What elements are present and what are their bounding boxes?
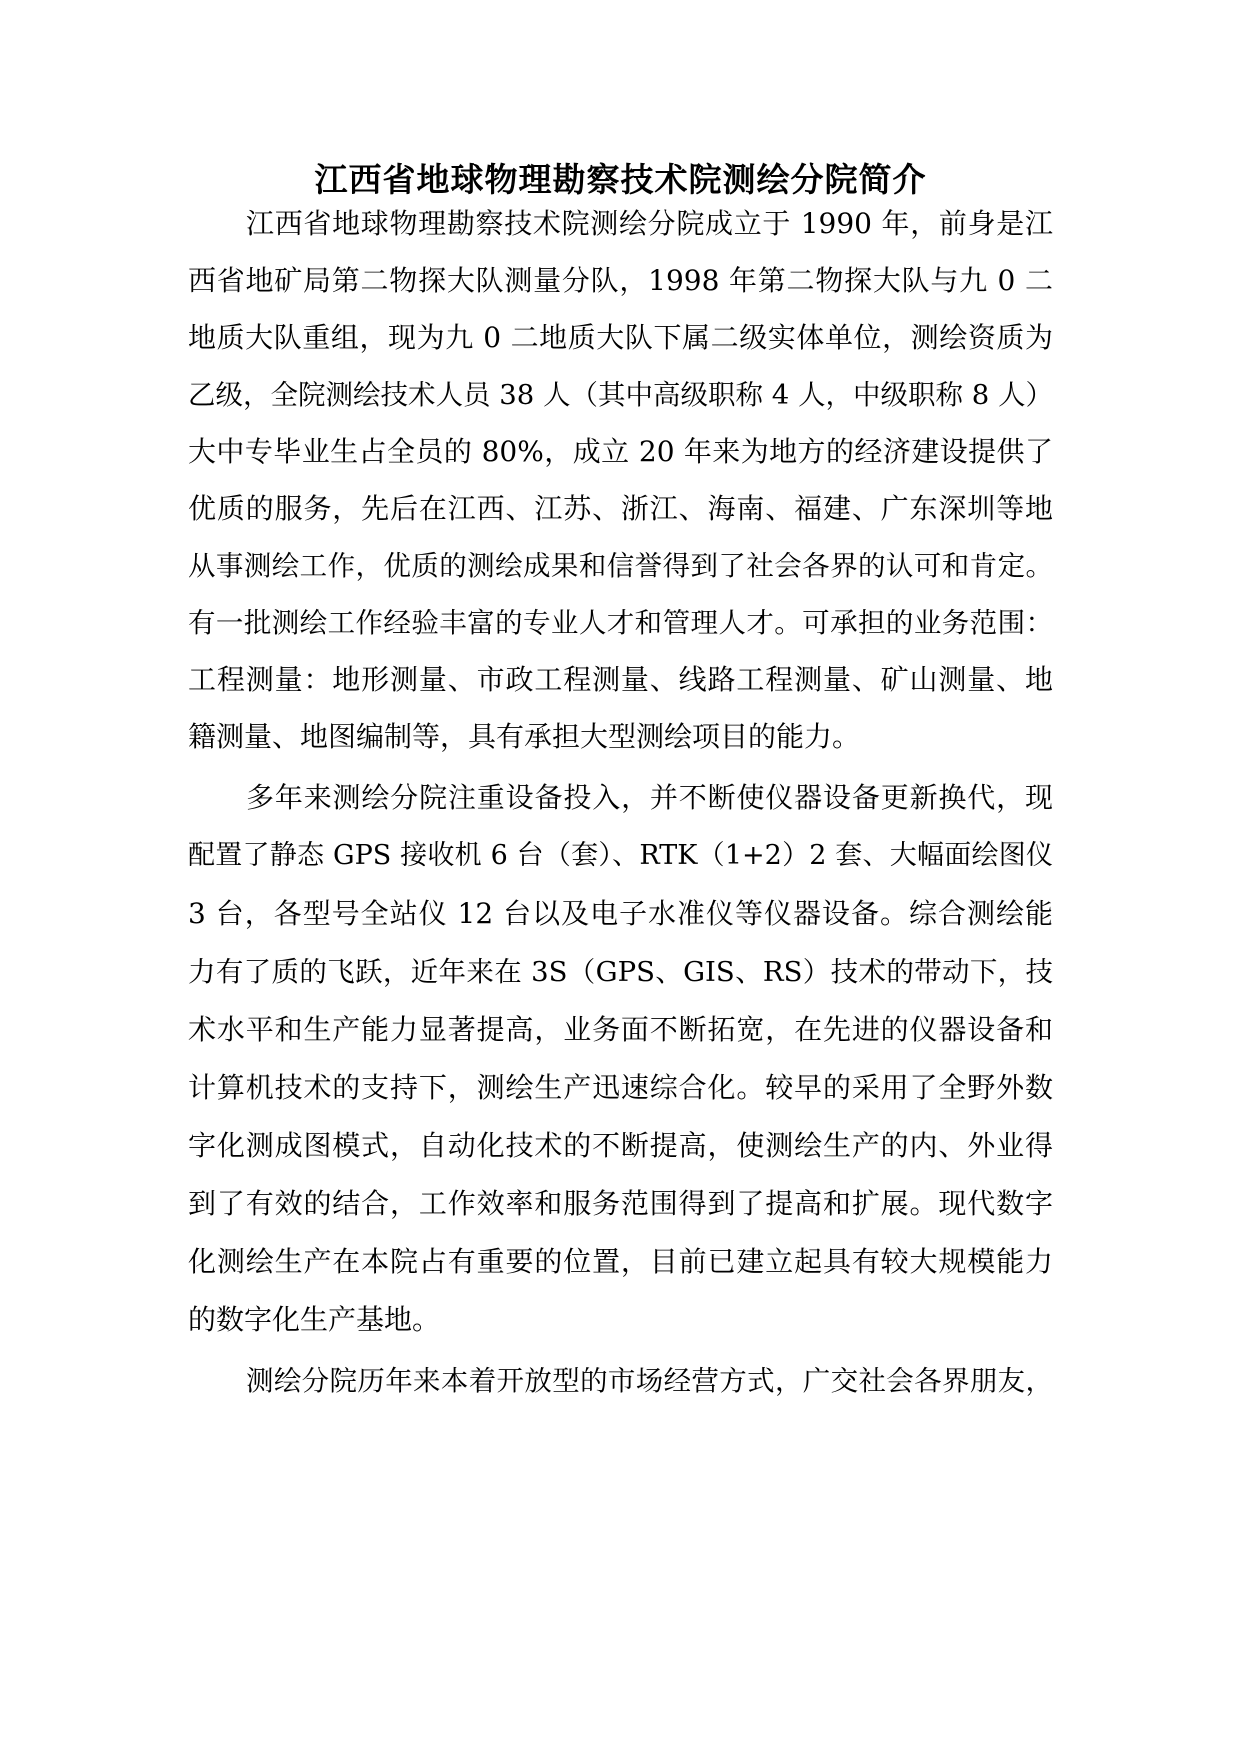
paragraph-2-line-4: 力有了质的飞跃，近年来在 3S（GPS、GIS、RS）技术的带动下，技 [188,956,1053,988]
paragraph-2-line-7: 字化测成图模式，自动化技术的不断提高，使测绘生产的内、外业得 [188,1129,1053,1162]
paragraph-1-line-4: 乙级，全院测绘技术人员 38 人（其中高级职称 4 人，中级职称 8 人） [188,379,1053,411]
paragraph-1-line-10: 籍测量、地图编制等，具有承担大型测绘项目的能力。 [188,720,861,753]
paragraph-2-line-2: 配置了静态 GPS 接收机 6 台（套）、RTK（1+2）2 套、大幅面绘图仪 [188,840,1053,871]
paragraph-2-line-8: 到了有效的结合，工作效率和服务范围得到了提高和扩展。现代数字 [188,1187,1053,1220]
paragraph-3-line-1: 测绘分院历年来本着开放型的市场经营方式，广交社会各界朋友， [246,1365,1053,1397]
paragraph-2-line-1: 多年来测绘分院注重设备投入，并不断使仪器设备更新换代，现 [246,781,1053,814]
paragraph-2-line-10: 的数字化生产基地。 [188,1303,441,1336]
paragraph-1-line-2: 西省地矿局第二物探大队测量分队，1998 年第二物探大队与九 0 二 [188,264,1053,297]
paragraph-1-line-7: 从事测绘工作，优质的测绘成果和信誉得到了社会各界的认可和肯定。 [188,550,1053,582]
paragraph-2-line-5: 术水平和生产能力显著提高，业务面不断拓宽，在先进的仪器设备和 [188,1013,1053,1046]
paragraph-2-line-6: 计算机技术的支持下，测绘生产迅速综合化。较早的采用了全野外数 [188,1071,1053,1104]
paragraph-1-line-8: 有一批测绘工作经验丰富的专业人才和管理人才。可承担的业务范围： [188,607,1053,639]
paragraph-2-line-9: 化测绘生产在本院占有重要的位置，目前已建立起具有较大规模能力 [188,1245,1053,1278]
paragraph-2-line-3: 3 台，各型号全站仪 12 台以及电子水准仪等仪器设备。综合测绘能 [188,897,1053,930]
paragraph-1-line-6: 优质的服务，先后在江西、江苏、浙江、海南、福建、广东深圳等地 [188,492,1053,525]
paragraph-1-line-5: 大中专毕业生占全员的 80%，成立 20 年来为地方的经济建设提供了 [188,435,1053,468]
paragraph-1-line-3: 地质大队重组，现为九 0 二地质大队下属二级实体单位，测绘资质为 [188,321,1053,354]
document-title: 江西省地球物理勘察技术院测绘分院简介 [314,160,927,199]
paragraph-1-line-1: 江西省地球物理勘察技术院测绘分院成立于 1990 年，前身是江 [246,207,1053,240]
paragraph-1-line-9: 工程测量：地形测量、市政工程测量、线路工程测量、矿山测量、地 [188,663,1053,696]
